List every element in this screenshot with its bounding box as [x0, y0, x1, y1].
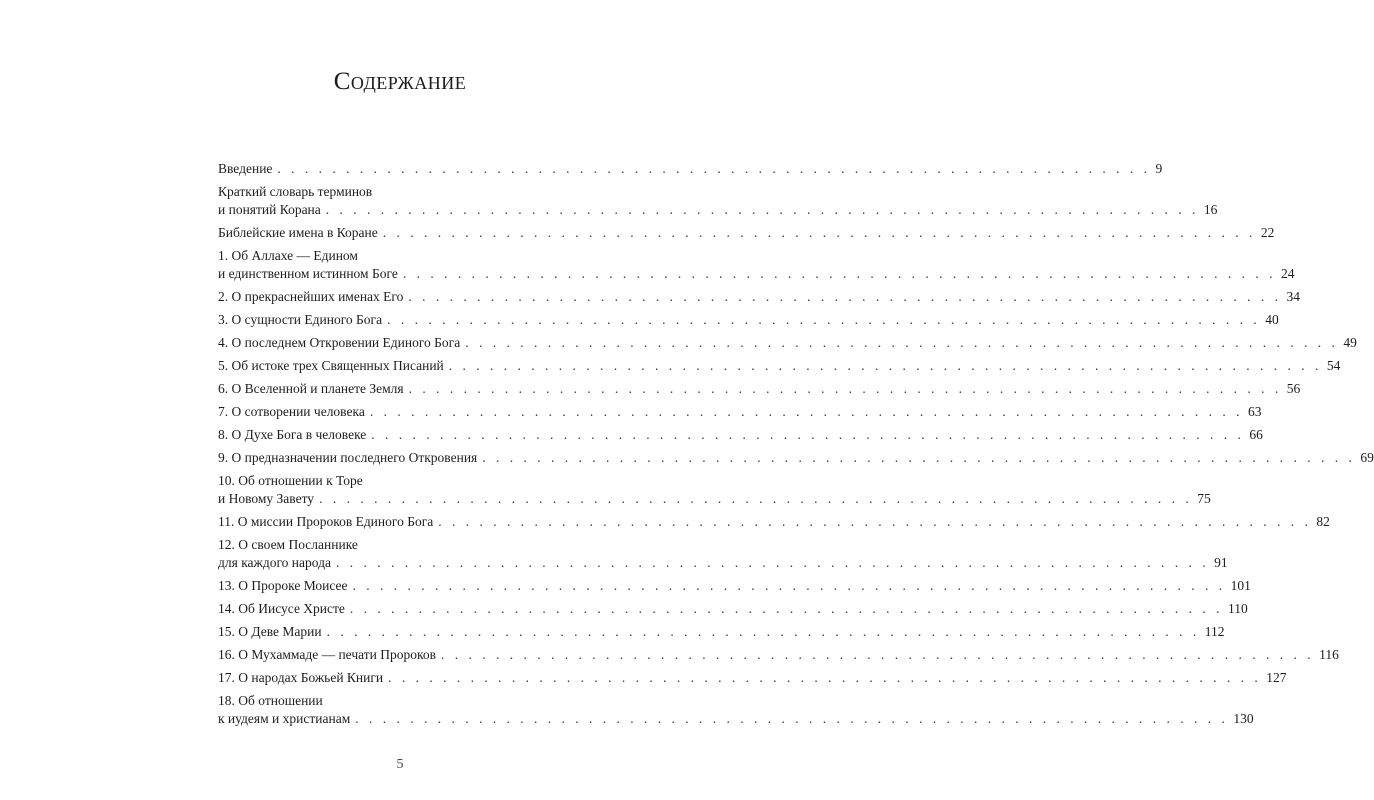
toc-entry-title: 15. О Деве Марии	[218, 624, 322, 639]
toc-entry-title: Библейские имена в Коране	[218, 225, 378, 240]
toc-entry-line	[218, 201, 1218, 219]
toc-entry	[218, 472, 1211, 508]
toc-entry-title: 14. Об Иисусе Христе	[218, 601, 345, 616]
toc-entry-page: 101	[1230, 578, 1251, 593]
dot-leader: . . . . . . . . . . . . . . . . . . . . . . . . . . . . . . . . . . . . . . . . . . . . . . . . . . . . . . . . . . . . . . . .	[326, 624, 1200, 639]
toc-entry-title-line: Краткий словарь терминов	[218, 184, 373, 199]
toc-entry-page: 16	[1203, 202, 1218, 217]
toc-entry-page: 130	[1233, 711, 1254, 726]
toc-entry	[218, 623, 1225, 641]
dot-leader: . . . . . . . . . . . . . . . . . . . . . . . . . . . . . . . . . . . . . . . . . . . . . . . . . . . . . . . . . . . . . . . .	[438, 514, 1312, 529]
toc-entry	[218, 380, 1301, 398]
dot-leader: . . . . . . . . . . . . . . . . . . . . . . . . . . . . . . . . . . . . . . . . . . . . . . . . . . . . . . . . . . . . . . . .	[355, 711, 1229, 726]
toc-entry-title: Введение	[218, 161, 273, 176]
dot-leader: . . . . . . . . . . . . . . . . . . . . . . . . . . . . . . . . . . . . . . . . . . . . . . . . . . . . . . . . . . . . . . . .	[387, 312, 1261, 327]
toc-entry-title: и единственном истинном Боге	[218, 266, 398, 281]
toc-entry-title: к иудеям и христианам	[218, 711, 351, 726]
toc-entry-title: 4. О последнем Откровении Единого Бога	[218, 335, 461, 350]
toc-entry-line	[218, 288, 1300, 306]
toc-entry-line	[218, 357, 1341, 375]
toc-entry-line	[218, 669, 1287, 687]
toc-entry-title: и понятий Корана	[218, 202, 321, 217]
toc-entry-line	[218, 160, 1163, 178]
dot-leader: . . . . . . . . . . . . . . . . . . . . . . . . . . . . . . . . . . . . . . . . . . . . . . . . . . . . . . . . . . . . . . . .	[325, 202, 1199, 217]
toc-entry-line	[218, 426, 1263, 444]
toc-entry-line	[218, 646, 1339, 664]
toc-entry-title: 8. О Духе Бога в человеке	[218, 427, 367, 442]
toc-entry-page: 127	[1266, 670, 1287, 685]
toc-entry-line	[218, 311, 1279, 329]
toc-entry	[218, 224, 1275, 242]
toc-entry-page: 49	[1343, 335, 1357, 350]
toc-entry	[218, 536, 1228, 572]
toc-entry-line	[218, 623, 1225, 641]
dot-leader: . . . . . . . . . . . . . . . . . . . . . . . . . . . . . . . . . . . . . . . . . . . . . . . . . . . . . . . . . . . . . . . .	[349, 601, 1224, 616]
toc-entry	[218, 403, 1262, 421]
toc-entry	[218, 577, 1251, 595]
dot-leader: . . . . . . . . . . . . . . . . . . . . . . . . . . . . . . . . . . . . . . . . . . . . . . . . . . . . . . . . . . . . . . . .	[388, 670, 1262, 685]
toc-entry-page: 63	[1247, 404, 1262, 419]
toc-entry	[218, 183, 1218, 219]
toc-entry-page: 40	[1265, 312, 1279, 327]
toc-entry-title: 7. О сотворении человека	[218, 404, 365, 419]
toc-entry	[218, 334, 1357, 352]
toc-entry-page: 9	[1155, 161, 1163, 176]
toc-entry-page: 116	[1319, 647, 1339, 662]
toc-entry-page: 34	[1286, 289, 1300, 304]
toc-entry-title-line: 12. О своем Посланнике	[218, 537, 358, 552]
toc-entry-page: 66	[1249, 427, 1263, 442]
dot-leader: . . . . . . . . . . . . . . . . . . . . . . . . . . . . . . . . . . . . . . . . . . . . . . . . . . . . . . . . . . . . . . . .	[277, 161, 1151, 176]
dot-leader: . . . . . . . . . . . . . . . . . . . . . . . . . . . . . . . . . . . . . . . . . . . . . . . . . . . . . . . . . . . . . . . .	[369, 404, 1243, 419]
toc-entry-title: 2. О прекраснейших именах Его	[218, 289, 404, 304]
toc-entry	[218, 288, 1300, 306]
toc-entry-title: 11. О миссии Пророков Единого Бога	[218, 514, 434, 529]
toc-entry-page: 54	[1326, 358, 1341, 373]
table-of-contents	[218, 160, 1374, 733]
toc-entry	[218, 247, 1295, 283]
toc-entry-title: 9. О предназначении последнего Откровения	[218, 450, 478, 465]
toc-entry-line	[218, 334, 1357, 352]
toc-entry	[218, 357, 1341, 375]
dot-leader: . . . . . . . . . . . . . . . . . . . . . . . . . . . . . . . . . . . . . . . . . . . . . . . . . . . . . . . . . . . . . . . .	[402, 266, 1276, 281]
dot-leader: . . . . . . . . . . . . . . . . . . . . . . . . . . . . . . . . . . . . . . . . . . . . . . . . . . . . . . . . . . . . . . . .	[408, 381, 1282, 396]
dot-leader: . . . . . . . . . . . . . . . . . . . . . . . . . . . . . . . . . . . . . . . . . . . . . . . . . . . . . . . . . . . . . . . .	[441, 647, 1315, 662]
toc-entry-page: 91	[1214, 555, 1228, 570]
toc-entry	[218, 426, 1263, 444]
toc-entry	[218, 449, 1374, 467]
toc-entry-line	[218, 577, 1251, 595]
page-number: 5	[396, 757, 404, 772]
toc-entry-line	[218, 403, 1262, 421]
toc-entry-line	[218, 224, 1275, 242]
toc-entry	[218, 311, 1279, 329]
toc-entry	[218, 669, 1287, 687]
toc-entry-line	[218, 600, 1248, 618]
toc-entry-line	[218, 490, 1211, 508]
toc-entry	[218, 692, 1254, 728]
toc-entry-title: 17. О народах Божьей Книги	[218, 670, 384, 685]
toc-entry-line	[218, 513, 1330, 531]
toc-entry-title-line: 1. Об Аллахе — Едином	[218, 248, 358, 263]
toc-entry-title: 3. О сущности Единого Бога	[218, 312, 383, 327]
page-title: Содержание	[333, 68, 467, 95]
toc-entry-page: 75	[1197, 491, 1211, 506]
toc-entry-title: 16. О Мухаммаде — печати Пророков	[218, 647, 437, 662]
toc-entry	[218, 600, 1248, 618]
toc-entry-line	[218, 449, 1374, 467]
dot-leader: . . . . . . . . . . . . . . . . . . . . . . . . . . . . . . . . . . . . . . . . . . . . . . . . . . . . . . . . . . . . . . . .	[371, 427, 1245, 442]
toc-entry-title: 6. О Вселенной и планете Земля	[218, 381, 404, 396]
toc-entry-title: 5. Об истоке трех Священных Писаний	[218, 358, 444, 373]
dot-leader: . . . . . . . . . . . . . . . . . . . . . . . . . . . . . . . . . . . . . . . . . . . . . . . . . . . . . . . . . . . . . . . .	[319, 491, 1193, 506]
toc-entry-page: 110	[1228, 601, 1248, 616]
dot-leader: . . . . . . . . . . . . . . . . . . . . . . . . . . . . . . . . . . . . . . . . . . . . . . . . . . . . . . . . . . . . . . . .	[482, 450, 1356, 465]
toc-entry-line	[218, 554, 1228, 572]
dot-leader: . . . . . . . . . . . . . . . . . . . . . . . . . . . . . . . . . . . . . . . . . . . . . . . . . . . . . . . . . . . . . . . .	[465, 335, 1339, 350]
toc-entry-title: 13. О Пророке Моисее	[218, 578, 348, 593]
toc-entry-title: и Новому Завету	[218, 491, 315, 506]
toc-entry-line	[218, 380, 1301, 398]
toc-entry	[218, 160, 1163, 178]
toc-entry-title-line: 10. Об отношении к Торе	[218, 473, 363, 488]
toc-entry	[218, 513, 1330, 531]
toc-entry-title: для каждого народа	[218, 555, 331, 570]
toc-entry-title-line: 18. Об отношении	[218, 693, 323, 708]
toc-entry-page: 69	[1360, 450, 1374, 465]
dot-leader: . . . . . . . . . . . . . . . . . . . . . . . . . . . . . . . . . . . . . . . . . . . . . . . . . . . . . . . . . . . . . . . .	[448, 358, 1322, 373]
toc-entry	[218, 646, 1339, 664]
toc-entry-line	[218, 265, 1295, 283]
dot-leader: . . . . . . . . . . . . . . . . . . . . . . . . . . . . . . . . . . . . . . . . . . . . . . . . . . . . . . . . . . . . . . . .	[352, 578, 1226, 593]
dot-leader: . . . . . . . . . . . . . . . . . . . . . . . . . . . . . . . . . . . . . . . . . . . . . . . . . . . . . . . . . . . . . . . .	[408, 289, 1282, 304]
toc-entry-page: 112	[1204, 624, 1225, 639]
toc-entry-page: 56	[1286, 381, 1301, 396]
dot-leader: . . . . . . . . . . . . . . . . . . . . . . . . . . . . . . . . . . . . . . . . . . . . . . . . . . . . . . . . . . . . . . . .	[382, 225, 1256, 240]
toc-entry-page: 82	[1316, 514, 1330, 529]
toc-entry-page: 24	[1280, 266, 1295, 281]
toc-entry-page: 22	[1260, 225, 1275, 240]
dot-leader: . . . . . . . . . . . . . . . . . . . . . . . . . . . . . . . . . . . . . . . . . . . . . . . . . . . . . . . . . . . . . . . .	[336, 555, 1210, 570]
toc-entry-line	[218, 710, 1254, 728]
